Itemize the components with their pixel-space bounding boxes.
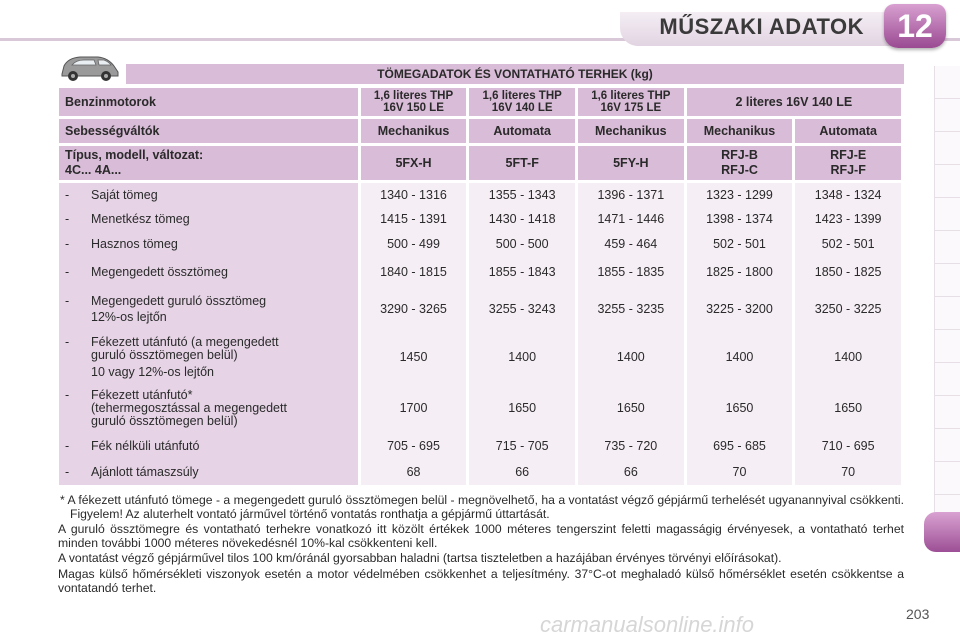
section-tab[interactable]: [934, 198, 960, 231]
note-paragraph: Magas külső hőmérsékleti viszonyok esetén a motor védelmében csökkenhet a teljesítmény. 37°C-ot meghaladó külső hőmérséklet esetén csökkentse a vontatandó terhet.: [58, 566, 904, 595]
value-cell: 1400: [795, 331, 901, 383]
value-cell: 1398 - 1374: [687, 207, 793, 231]
chapter-badge: 12: [884, 4, 946, 48]
table-row: [59, 433, 901, 459]
value-cell: 502 - 501: [687, 231, 793, 257]
value-cell: 1415 - 1391: [361, 207, 467, 231]
gearbox-label: Sebességváltók: [59, 119, 358, 143]
type-cell: [687, 146, 793, 180]
value-cell: 500 - 499: [361, 231, 467, 257]
section-tab[interactable]: [934, 165, 960, 198]
value-cell: 66: [578, 459, 684, 485]
type-cell: [795, 146, 901, 180]
row-label: - Ajánlott támaszsúly: [59, 459, 358, 485]
weights-table: [56, 88, 904, 485]
value-cell: 1348 - 1324: [795, 183, 901, 207]
row-sublabel: 10 vagy 12%-os lejtőn: [91, 364, 214, 379]
active-section-tab[interactable]: [924, 512, 960, 552]
notes: [58, 494, 904, 597]
value-cell: 1855 - 1835: [578, 257, 684, 287]
value-cell: 1430 - 1418: [469, 207, 575, 231]
value-cell: 500 - 500: [469, 231, 575, 257]
value-cell: 70: [795, 459, 901, 485]
gearbox-cell: Mechanikus: [361, 119, 467, 143]
row-label: - Megengedett össztömeg: [59, 257, 358, 287]
value-cell: 3225 - 3200: [687, 287, 793, 331]
type-label: [59, 146, 358, 180]
type-line: RFJ-C: [721, 163, 758, 177]
value-cell: 68: [361, 459, 467, 485]
value-cell: 1825 - 1800: [687, 257, 793, 287]
section-tab[interactable]: [934, 330, 960, 363]
gearbox-row: [59, 119, 901, 143]
type-label-line: 4C... 4A...: [65, 163, 122, 177]
section-tab[interactable]: [934, 132, 960, 165]
value-cell: 1340 - 1316: [361, 183, 467, 207]
section-tab[interactable]: [934, 297, 960, 330]
value-cell: 1423 - 1399: [795, 207, 901, 231]
section-tab[interactable]: [934, 429, 960, 462]
page-title: MŰSZAKI ADATOK: [659, 14, 864, 39]
value-cell: 3255 - 3235: [578, 287, 684, 331]
value-cell: 1396 - 1371: [578, 183, 684, 207]
engine-line: 16V 150 LE: [383, 102, 444, 114]
engine-line: 1,6 literes THP: [482, 90, 562, 102]
table-row: [59, 383, 901, 433]
gearbox-cell: Mechanikus: [578, 119, 684, 143]
value-cell: 705 - 695: [361, 433, 467, 459]
table-row: [59, 207, 901, 231]
watermark: carmanualsonline.info: [540, 612, 755, 637]
value-cell: 695 - 685: [687, 433, 793, 459]
value-cell: 1650: [687, 383, 793, 433]
value-cell: 459 - 464: [578, 231, 684, 257]
engine-line: 16V 175 LE: [600, 102, 662, 114]
row-label: - Fékezett utánfutó (a megengedett guruló össztömegen belül) 10 vagy 12%-os lejtőn: [59, 331, 358, 383]
value-cell: 1650: [795, 383, 901, 433]
engine-cell: 2 literes 16V 140 LE: [687, 88, 901, 116]
table-row: [59, 183, 901, 207]
value-cell: 3290 - 3265: [361, 287, 467, 331]
row-label: - Fék nélküli utánfutó: [59, 433, 358, 459]
value-cell: 502 - 501: [795, 231, 901, 257]
section-tab[interactable]: [934, 363, 960, 396]
value-cell: 3250 - 3225: [795, 287, 901, 331]
type-row: [59, 146, 901, 180]
table-row: [59, 257, 901, 287]
engines-label: Benzinmotorok: [59, 88, 358, 116]
type-cell: 5FX-H: [361, 146, 467, 180]
section-tab[interactable]: [934, 231, 960, 264]
value-cell: 1850 - 1825: [795, 257, 901, 287]
row-label: - Menetkész tömeg: [59, 207, 358, 231]
engine-cell: [578, 88, 684, 116]
engines-row: [59, 88, 901, 116]
value-cell: 1650: [469, 383, 575, 433]
table-row: [59, 459, 901, 485]
value-cell: 735 - 720: [578, 433, 684, 459]
table-row: [59, 231, 901, 257]
footnote: * A fékezett utánfutó tömege - a megengedett guruló össztömegen belül - megnövelhető, ha a vontatást végző gépjármű terhelését ugyanannyival csökkenti. Figyelem! Az aluterhelt vontató járművel történő vontatás ronthatja a gépjármű úttartását.: [60, 493, 904, 521]
type-line: RFJ-F: [830, 163, 866, 177]
value-cell: 66: [469, 459, 575, 485]
value-cell: 715 - 705: [469, 433, 575, 459]
value-cell: 1400: [687, 331, 793, 383]
value-cell: 1700: [361, 383, 467, 433]
type-line: RFJ-B: [721, 148, 758, 162]
table-row: [59, 287, 901, 331]
value-cell: 1323 - 1299: [687, 183, 793, 207]
table-row: [59, 331, 901, 383]
value-cell: 1855 - 1843: [469, 257, 575, 287]
type-cell: 5FY-H: [578, 146, 684, 180]
note-paragraph: A vontatást végző gépjárművel tilos 100 km/óránál gyorsabban haladni (tartsa tiszteletben a hazájában érvényes törvényi előírásokat).: [58, 551, 782, 566]
car-icon: [58, 52, 120, 84]
row-label: - Saját tömeg: [59, 183, 358, 207]
engine-cell: [469, 88, 575, 116]
value-cell: 70: [687, 459, 793, 485]
engine-line: 1,6 literes THP: [591, 90, 671, 102]
type-cell: 5FT-F: [469, 146, 575, 180]
section-tab[interactable]: [934, 264, 960, 297]
engine-line: 16V 140 LE: [491, 102, 553, 114]
engine-cell: [361, 88, 467, 116]
table-title: TÖMEGADATOK ÉS VONTATHATÓ TERHEK (kg): [126, 64, 904, 84]
value-cell: 1471 - 1446: [578, 207, 684, 231]
gearbox-cell: Mechanikus: [687, 119, 793, 143]
row-label: - Hasznos tömeg: [59, 231, 358, 257]
value-cell: 1840 - 1815: [361, 257, 467, 287]
engine-line: 1,6 literes THP: [373, 90, 454, 102]
value-cell: 1400: [578, 331, 684, 383]
section-tab[interactable]: [934, 99, 960, 132]
page-number: 203: [906, 606, 930, 622]
section-tab[interactable]: [934, 462, 960, 495]
note-paragraph: A guruló össztömegre és vontatható terhekre vonatkozó itt közölt értékek 1000 méteres tengerszint feletti magasságig érvényesek, a vontatható terhet minden további 1000 méteres növekedésnél 10%-kal csökkenteni kell.: [58, 522, 904, 550]
gearbox-cell: Automata: [795, 119, 901, 143]
section-tab[interactable]: [934, 396, 960, 429]
value-cell: 3255 - 3243: [469, 287, 575, 331]
value-cell: 1650: [578, 383, 684, 433]
value-cell: 1400: [469, 331, 575, 383]
value-cell: 1355 - 1343: [469, 183, 575, 207]
type-line: RFJ-E: [830, 148, 867, 162]
value-cell: 1450: [361, 331, 467, 383]
value-cell: 710 - 695: [795, 433, 901, 459]
gearbox-cell: Automata: [469, 119, 575, 143]
section-tab[interactable]: [934, 66, 960, 99]
row-label: - Megengedett guruló össztömeg 12%-os lejtőn: [59, 287, 358, 331]
type-label-line: Típus, modell, változat:: [65, 148, 204, 162]
row-sublabel: 12%-os lejtőn: [91, 310, 167, 324]
row-label: - Fékezett utánfutó* (tehermegosztással a megengedett guruló össztömegen belül): [59, 383, 358, 433]
